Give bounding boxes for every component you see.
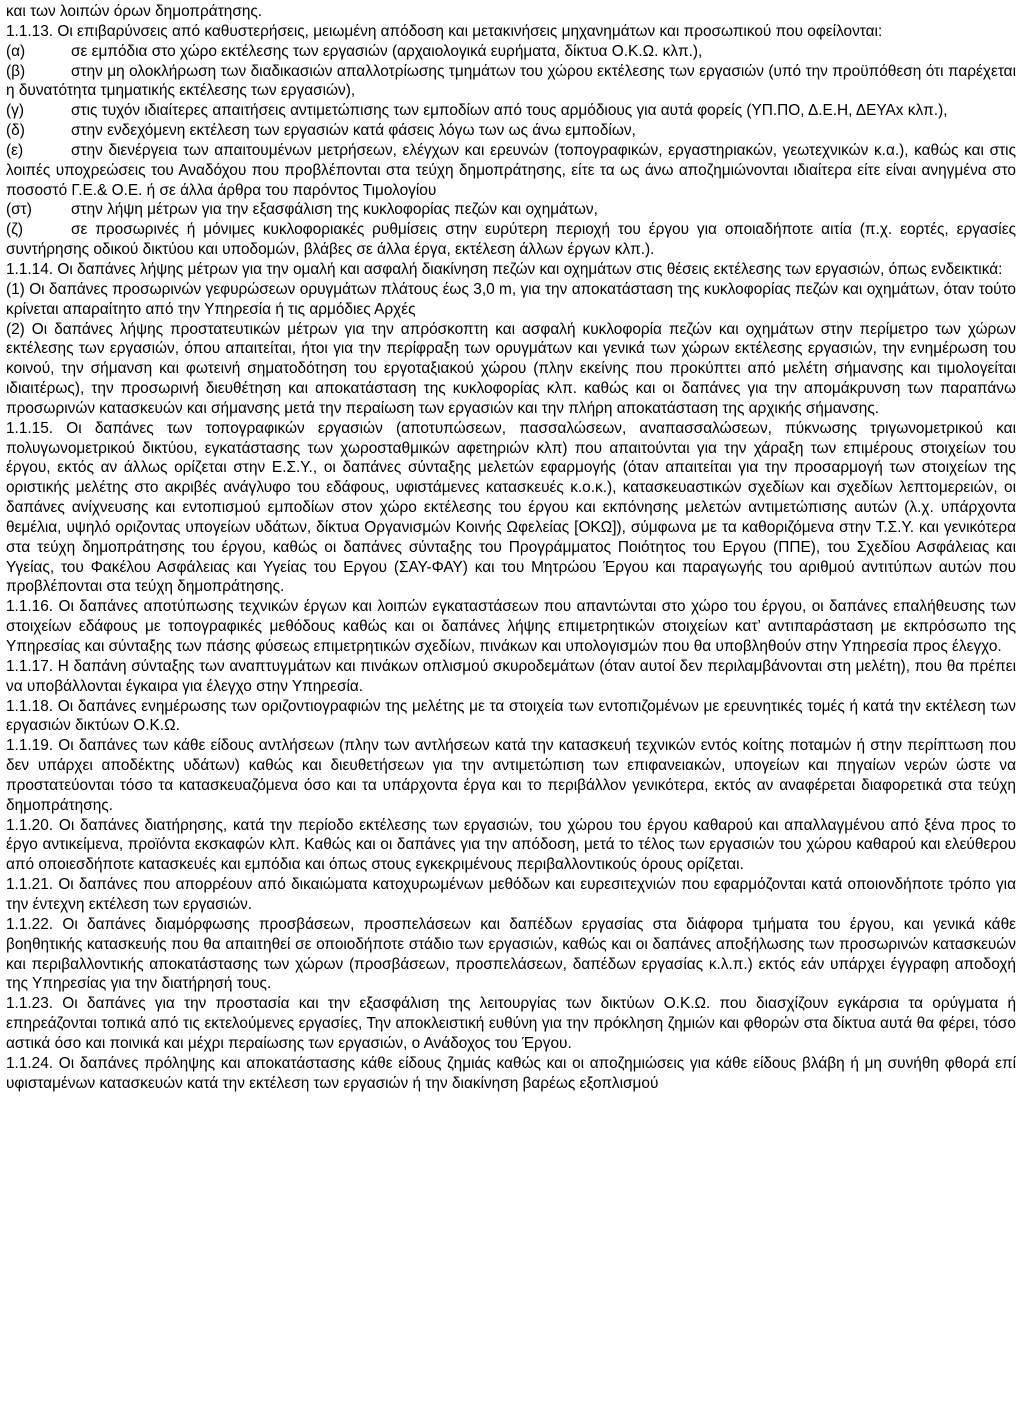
- section-1-1-17: 1.1.17. Η δαπάνη σύνταξης των αναπτυγμάτων και πινάκων οπλισμού σκυροδεμάτων (όταν αυτοί δεν περιλαμβάνονται στη μελέτη), που θα πρέπει να υποβάλλονται έγκαιρα για έλεγχο στην Υπηρεσία.: [6, 657, 1016, 695]
- item-text: στην μη ολοκλήρωση των διαδικασιών απαλλοτρίωσης τμημάτων του χώρου εκτέλεσης των εργασιών (υπό την προϋπόθεση ότι παρέχεται η δυνατότητα τμηματικής εκτέλεσης των εργασιών),: [6, 62, 1016, 100]
- item-label: (α): [6, 42, 26, 60]
- item-label: (στ): [6, 201, 32, 219]
- section-1-1-22: 1.1.22. Οι δαπάνες διαμόρφωσης προσβάσεων, προσπελάσεων και δαπέδων εργασίας στα διάφορα τμήματα του έργου, και γενικά κάθε βοηθητικής κατασκευής που θα απαιτηθεί σε οποιοδήποτε στάδιο των εργασιών, καθώς και οι δαπάνες αποξήλωσης των προσωρινών κατασκευών και περιβαλλοντικής αποκατάστασης των χώρων (προσβάσεων, προσπελάσεων, δαπέδων εργασίας κ.λ.π.) εκτός εάν υπάρχει έγγραφη αποδοχή της Υπηρεσίας για την διατήρησή τους.: [6, 915, 1016, 993]
- section-1-1-21: 1.1.21. Οι δαπάνες που απορρέουν από δικαιώματα κατοχυρωμένων μεθόδων και ευρεσιτεχνιών που εφαρμόζονται κατά οποιονδήποτε τρόπο για την έντεχνη εκτέλεση των εργασιών.: [6, 876, 1016, 913]
- item-label: (δ): [6, 122, 25, 140]
- section-1-1-19: 1.1.19. Οι δαπάνες των κάθε είδους αντλήσεων (πλην των αντλήσεων κατά την κατασκευή τεχνικών εντός κοίτης ποταμών ή στην περίπτωση που δεν υπάρχει αποδέκτης υδάτων) καθώς και διευθετήσεων για την αντιμετώπιση των επιφανειακών, υπογείων και πηγαίων νερών ώστε να προστατεύονται τόσο τα κατασκευαζόμενα όσο και τα υπάρχοντα έργα και το περιβάλλον γενικότερα, εκτός αν αναφέρεται διαφορετικά στα τεύχη δημοπράτησης.: [6, 737, 1016, 814]
- section-1-1-18: 1.1.18. Οι δαπάνες ενημέρωσης των οριζοντιογραφιών της μελέτης με τα στοιχεία των εντοπιζομένων με ερευνητικές τομές ή κατά την εκτέλεση των εργασιών δικτύων Ο.Κ.Ω.: [6, 697, 1016, 735]
- item-text: στην ενδεχόμενη εκτέλεση των εργασιών κατά φάσεις λόγω των ως άνω εμποδίων,: [71, 122, 636, 140]
- section-1-1-13-item-c: [6, 101, 1016, 121]
- item-text: στην λήψη μέτρων για την εξασφάλιση της κυκλοφορίας πεζών και οχημάτων,: [71, 201, 598, 219]
- section-1-1-13-item-e: [6, 141, 1016, 201]
- section-1-1-14-item-2: (2) Οι δαπάνες λήψης προστατευτικών μέτρων για την απρόσκοπτη και ασφαλή κυκλοφορία πεζών και οχημάτων στην περίμετρο των χώρων εκτέλεσης των εργασιών, όπου απαιτείται, ήτοι για την περίφραξη των ορυγμάτων και γενικά των χώρων εκτέλεσης εργασιών, την ενημέρωση του κοινού, την σήμανση και φωτεινή σηματοδότηση του εργοταξιακού χώρου (πλην εκείνης που προκύπτει από μελέτη σήμανσης και τιμολογείται ιδιαιτέρως), την προσωρινή διευθέτηση και αποκατάσταση της κυκλοφορίας κλπ. καθώς και οι δαπάνες για την απομάκρυνση των παραπάνω προσωρινών κατασκευών και σήμανσης μετά την περαίωση των εργασιών και την πλήρη αποκατάσταση της αρχικής σήμανσης.: [6, 320, 1016, 417]
- item-text: σε προσωρινές ή μόνιμες κυκλοφοριακές ρυθμίσεις στην ευρύτερη περιοχή του έργου για οποιαδήποτε αιτία (π.χ. εορτές, εργασίες συντήρησης οδικού δικτύου και υποδομών, βλάβες σε άλλα έργα, εκτέλεση άλλων έργων κλπ.).: [6, 221, 1016, 259]
- section-1-1-13-item-b: [6, 62, 1016, 102]
- item-text: σε εμπόδια στο χώρο εκτέλεσης των εργασιών (αρχαιολογικά ευρήματα, δίκτυα Ο.Κ.Ω. κλπ.),: [71, 42, 703, 60]
- section-1-1-23: 1.1.23. Οι δαπάνες για την προστασία και την εξασφάλιση της λειτουργίας των δικτύων Ο.Κ.Ω. που διασχίζουν εγκάρσια τα ορύγματα ή επηρεάζονται τοπικά από τις εκτελούμενες εργασίες, Την αποκλειστική ευθύνη για την πρόκληση ζημιών και φθορών στα δίκτυα αυτά θα φέρει, τόσο αστικά όσο και ποινικά και μέχρι περαίωσης των εργασιών, ο Ανάδοχος του Έργου.: [6, 995, 1016, 1052]
- item-text: στις τυχόν ιδιαίτερες απαιτήσεις αντιμετώπισης των εμποδίων από τους αρμόδιους για αυτά φορείς (ΥΠ.ΠΟ, Δ.Ε.Η, ΔΕΥΑx κλπ.),: [71, 102, 948, 120]
- section-1-1-14-heading: 1.1.14. Οι δαπάνες λήψης μέτρων για την ομαλή και ασφαλή διακίνηση πεζών και οχημάτων στις θέσεις εκτέλεσης των εργασιών, όπως ενδεικτικά:: [6, 260, 1003, 278]
- section-1-1-24: 1.1.24. Οι δαπάνες πρόληψης και αποκατάστασης κάθε είδους ζημιάς καθώς και οι αποζημιώσεις για κάθε είδους βλάβη ή μη συνήθη φθορά επί υφισταμένων κατασκευών κατά την εκτέλεση των εργασιών ή την διακίνηση βαρέως εξοπλισμού: [6, 1054, 1016, 1092]
- item-label: (ε): [6, 141, 24, 159]
- section-1-1-13-item-a: [6, 42, 1016, 62]
- item-label: (γ): [6, 102, 24, 120]
- section-1-1-15: 1.1.15. Οι δαπάνες των τοπογραφικών εργασιών (αποτυπώσεων, πασσαλώσεων, αναπασσαλώσεων, πύκνωσης τριγωνομετρικού και πολυγωνομετρικού δικτύου, εγκατάστασης των χωροσταθμικών αφετηριών κλπ) που απαιτούνται για την χάραξη των επιμέρους στοιχείων του έργου, εκτός αν άλλως ορίζεται στην Ε.Σ.Υ., οι δαπάνες σύνταξης μελετών εφαρμογής (όταν απαιτείται για την προσαρμογή των στοιχείων της οριστικής μελέτης στο ακριβές ανάγλυφο του εδάφους, υφιστάμενες κατασκευές κ.ο.κ.), κατασκευαστικών σχεδίων και σχεδίων λεπτομερειών, οι δαπάνες ανίχνευσης και εντοπισμού εμποδίων στον χώρο εκτέλεσης του έργου και εκπόνησης μελετών αντιμετώπισης αυτών (λ.χ. υπάρχοντα θεμέλια, υψηλό οριζοντας υπογείων υδάτων, δίκτυα Οργανισμών Κοινής Ωφελείας [ΟΚΩ]), σύμφωνα με τα καθοριζόμενα στην Τ.Σ.Υ. και γενικότερα στα τεύχη δημοπράτησης του έργου, καθώς οι δαπάνες σύνταξης του Προγράμματος Ποιότητος του Εργου (ΠΠΕ), του Σχεδίου Ασφάλειας και Υγείας, του Φακέλου Ασφάλειας και Υγείας του Εργου (ΣΑΥ-ΦΑΥ) και του Μητρώου Έργου και παραγωγής του αριθμού αντιτύπων αυτών που προβλέπονται στα τεύχη δημοπράτησης.: [6, 419, 1016, 596]
- section-1-1-16: 1.1.16. Οι δαπάνες αποτύπωσης τεχνικών έργων και λοιπών εγκαταστάσεων που απαντώνται στο χώρο του έργου, οι δαπάνες επαλήθευσης των στοιχείων εδάφους με τοπογραφικές μεθόδους καθώς και οι δαπάνες λήψης επιμετρητικών στοιχείων κατ’ αντιπαράσταση με εκπρόσωπο της Υπηρεσίας και σύνταξης των πάσης φύσεως επιμετρητικών σχεδίων, πινάκων και υπολογισμών που θα υποβληθούν στην Υπηρεσία προς έλεγχο.: [6, 598, 1016, 655]
- section-1-1-13-item-d: [6, 121, 1016, 141]
- section-1-1-13-heading: 1.1.13. Οι επιβαρύνσεις από καθυστερήσεις, μειωμένη απόδοση και μετακινήσεις μηχανημάτων και προσωπικού που οφείλονται:: [6, 22, 883, 40]
- section-1-1-13-item-z: [6, 220, 1016, 260]
- intro-line: και των λοιπών όρων δημοπράτησης.: [6, 3, 263, 20]
- item-text: στην διενέργεια των απαιτουμένων μετρήσεων, ελέγχων και ερευνών (τοπογραφικών, εργαστηριακών, γεωτεχνικών κ.α.), καθώς και στις λοιπές υποχρεώσεις του Αναδόχου που προβλέπονται στα τεύχη δημοπράτησης, είτε τα ως άνω αποζημιώνονται ιδιαίτερα είτε είναι ανηγμένα στο ποσοστό Γ.Ε.& Ο.Ε. ή σε άλλα άρθρα του παρόντος Τιμολογίου: [6, 141, 1016, 199]
- section-1-1-13-item-st: [6, 200, 1016, 220]
- section-1-1-14-item-1: (1) Οι δαπάνες προσωρινών γεφυρώσεων ορυγμάτων πλάτους έως 3,0 m, για την αποκατάσταση της κυκλοφορίας πεζών και οχημάτων, όταν τούτο κρίνεται απαραίτητο από την Υπηρεσία ή τις αρμόδιες Αρχές: [6, 280, 1016, 318]
- item-label: (β): [6, 62, 26, 80]
- section-1-1-20: 1.1.20. Οι δαπάνες διατήρησης, κατά την περίοδο εκτέλεσης των εργασιών, του χώρου του έργου καθαρού και απαλλαγμένου από ξένα προς το έργο αντικείμενα, προϊόντα εκσκαφών κλπ. Καθώς και οι δαπάνες για την απόδοση, μετά το τέλος των εργασιών του χώρου καθαρού και ελεύθερου από οποιεσδήποτε κατασκευές και εμπόδια και όπως στους εγκεκριμένους περιβαλλοντικούς όρους ορίζεται.: [6, 816, 1016, 874]
- item-label: (ζ): [6, 221, 24, 239]
